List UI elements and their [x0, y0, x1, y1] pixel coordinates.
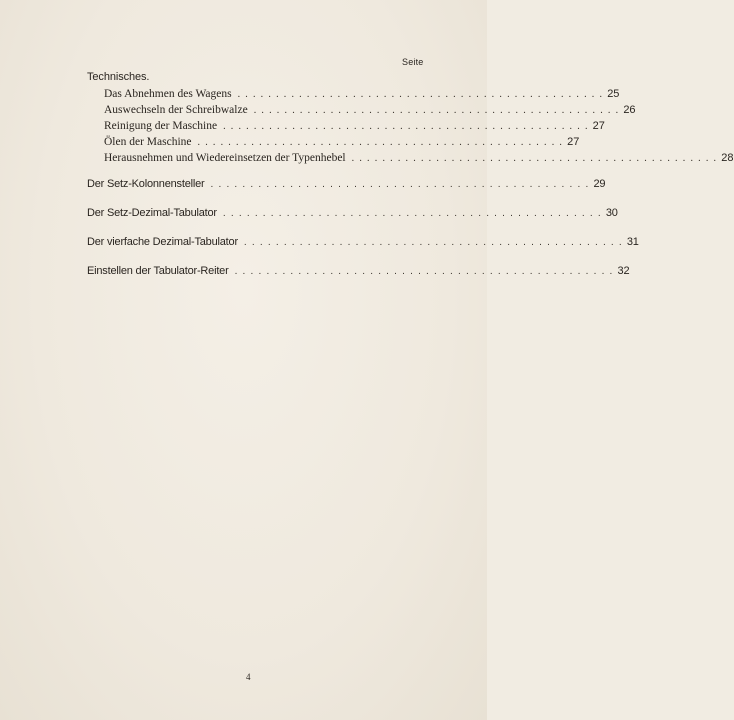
toc-entry-page: 30: [605, 207, 618, 219]
toc-entry: [87, 134, 580, 150]
leader-dots: ................................................: [210, 179, 594, 190]
toc-entry: [87, 86, 620, 102]
toc-entry: [87, 150, 734, 166]
toc-entry-page: 27: [567, 136, 580, 148]
leader-dots: ................................................: [253, 105, 624, 116]
toc-entry-label: Der Setz-Dezimal-Tabulator: [87, 207, 217, 219]
toc-entry-label: Das Abnehmen des Wagens: [104, 88, 232, 100]
toc-entry-label: Der vierfache Dezimal-Tabulator: [87, 236, 238, 248]
toc-entry: [87, 102, 636, 118]
toc-entry: [87, 205, 618, 221]
leader-dots: ................................................: [234, 266, 618, 277]
toc-entry-label: Reinigung der Maschine: [104, 120, 218, 132]
toc-entry-page: 28: [721, 152, 734, 164]
toc-section-heading: Technisches.: [87, 71, 150, 83]
toc-entry-page: 29: [593, 178, 606, 190]
leader-dots: ................................................: [351, 153, 722, 164]
toc-entry-label: Auswechseln der Schreibwalze: [104, 104, 248, 116]
toc-entry-label: Herausnehmen und Wiedereinsetzen der Typenhebel: [104, 152, 346, 164]
leader-dots: ................................................: [223, 121, 593, 132]
toc-entry: [87, 263, 630, 279]
leader-dots: ................................................: [237, 89, 608, 100]
page-number: 4: [246, 672, 251, 682]
page-column-label: Seite: [402, 57, 424, 67]
toc-entry-label: Der Setz-Kolonnensteller: [87, 178, 205, 190]
table-of-contents: [87, 68, 734, 279]
leader-dots: ................................................: [197, 137, 568, 148]
toc-entry-page: 26: [623, 104, 636, 116]
toc-entry-page: 27: [592, 120, 605, 132]
toc-entry-page: 25: [607, 88, 620, 100]
toc-entry-label: Ölen der Maschine: [104, 136, 192, 148]
toc-entry-label: Einstellen der Tabulator-Reiter: [87, 265, 229, 277]
leader-dots: ................................................: [222, 208, 606, 219]
leader-dots: ................................................: [243, 237, 627, 248]
toc-entry: [87, 118, 605, 134]
toc-entry-page: 31: [626, 236, 639, 248]
toc-entry-page: 32: [617, 265, 630, 277]
toc-entry: [87, 234, 639, 250]
toc-entry: [87, 176, 606, 192]
